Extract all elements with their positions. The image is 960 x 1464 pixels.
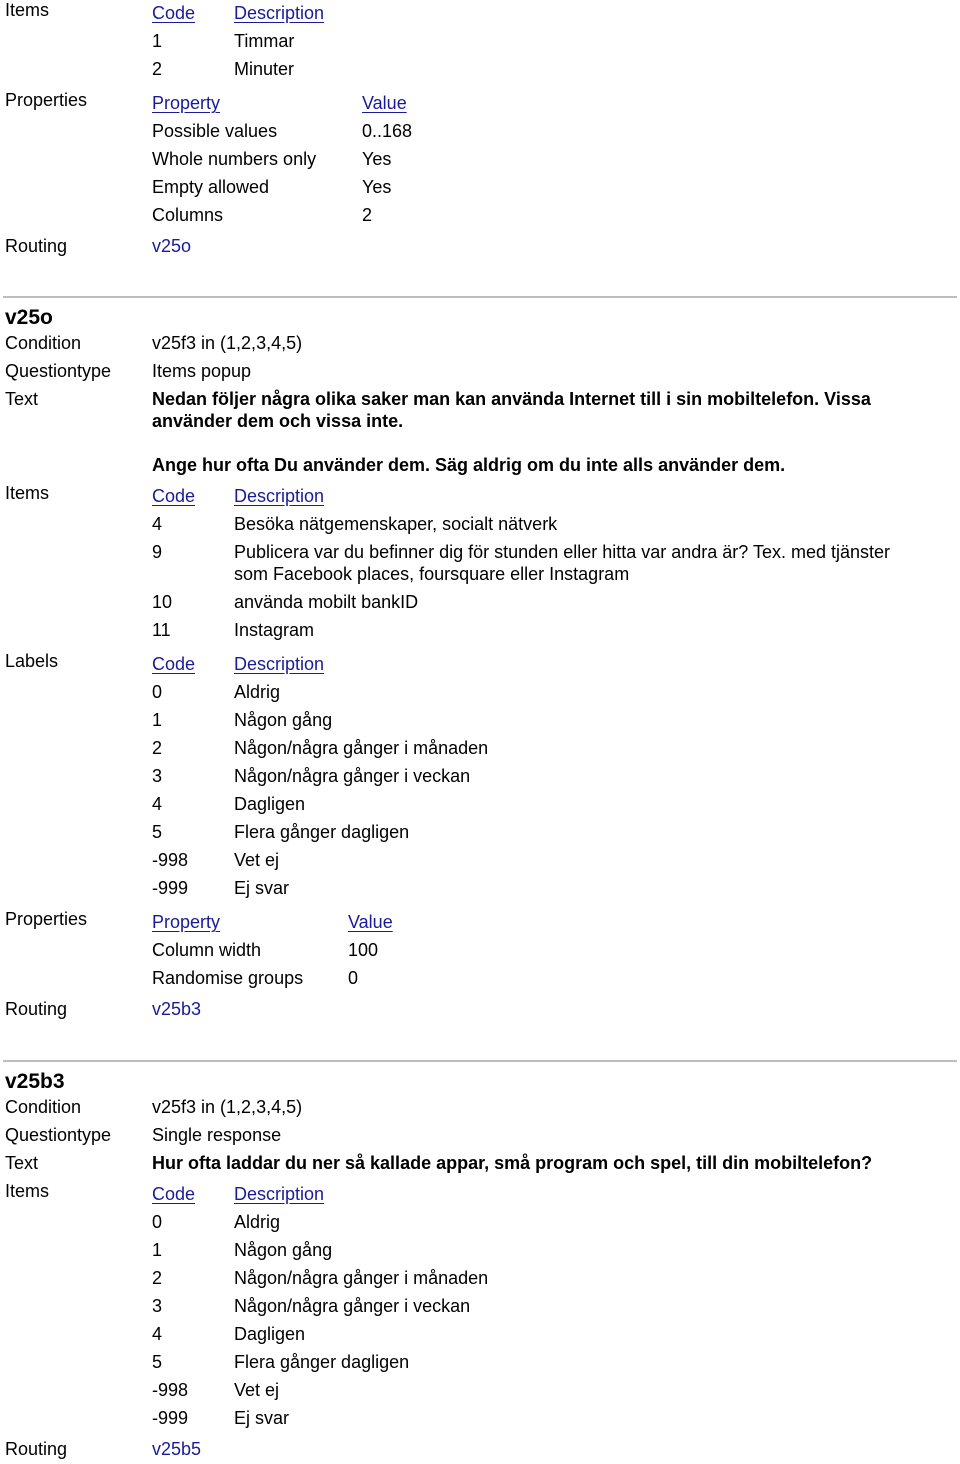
value-header: Value xyxy=(362,93,407,113)
property-header: Property xyxy=(152,93,221,113)
code-header: Code xyxy=(152,486,196,506)
code-header: Code xyxy=(152,654,196,674)
item-code: 1 xyxy=(152,31,163,51)
value-header: Value xyxy=(348,912,393,932)
question-title: v25b3 xyxy=(5,1070,65,1093)
description-header: Description xyxy=(234,654,325,674)
items-label: Items xyxy=(5,0,50,20)
section-divider xyxy=(3,1060,957,1062)
section-divider xyxy=(3,296,957,298)
item-code: 1 xyxy=(152,1240,163,1260)
items-label: Items xyxy=(5,483,50,503)
question-text: Hur ofta laddar du ner så kallade appar, små program och spel, till din mobiltelefon? xyxy=(152,1153,873,1173)
text-label: Text xyxy=(5,1153,39,1173)
label-code: -999 xyxy=(152,878,189,898)
description-header: Description xyxy=(234,1184,325,1204)
item-code: 5 xyxy=(152,1352,163,1372)
question-title: v25o xyxy=(5,306,53,329)
item-code: 0 xyxy=(152,1212,163,1232)
item-code: 4 xyxy=(152,1324,163,1344)
condition-value: v25f3 in (1,2,3,4,5) xyxy=(152,333,303,353)
questiontype-value: Single response xyxy=(152,1125,282,1145)
item-description: Besöka nätgemenskaper, socialt nätverk xyxy=(234,514,558,534)
label-description: Ej svar xyxy=(234,878,290,898)
item-code: 3 xyxy=(152,1296,163,1316)
label-code: 0 xyxy=(152,682,163,702)
label-description: Flera gånger dagligen xyxy=(234,822,410,842)
item-code: -999 xyxy=(152,1408,189,1428)
property-value: 2 xyxy=(362,205,373,225)
routing-label: Routing xyxy=(5,236,68,256)
label-description: Aldrig xyxy=(234,682,281,702)
item-code: 9 xyxy=(152,542,163,562)
label-description: Vet ej xyxy=(234,850,280,870)
label-code: 4 xyxy=(152,794,163,814)
item-description: Någon gång xyxy=(234,1240,333,1260)
routing-link[interactable]: v25b3 xyxy=(152,999,202,1019)
label-code: 2 xyxy=(152,738,163,758)
item-code: -998 xyxy=(152,1380,189,1400)
item-description: Minuter xyxy=(234,59,295,79)
item-description: Aldrig xyxy=(234,1212,281,1232)
property-value: 0..168 xyxy=(362,121,413,141)
properties-label: Properties xyxy=(5,909,88,929)
routing-link[interactable]: v25o xyxy=(152,236,192,256)
label-description: Dagligen xyxy=(234,794,306,814)
routing-link[interactable]: v25b5 xyxy=(152,1439,202,1459)
items-label: Items xyxy=(5,1181,50,1201)
item-code: 2 xyxy=(152,1268,163,1288)
code-header: Code xyxy=(152,1184,196,1204)
property-header: Property xyxy=(152,912,221,932)
text-label: Text xyxy=(5,389,39,409)
item-code: 11 xyxy=(152,620,171,640)
label-description: Någon/några gånger i månaden xyxy=(234,738,489,758)
description-header: Description xyxy=(234,3,325,23)
property-name: Possible values xyxy=(152,121,278,141)
item-description: Timmar xyxy=(234,31,295,51)
label-code: -998 xyxy=(152,850,189,870)
item-description: Någon/några gånger i veckan xyxy=(234,1296,471,1316)
questiontype-label: Questiontype xyxy=(5,1125,112,1145)
labels-label: Labels xyxy=(5,651,59,671)
item-description: Publicera var du befinner dig för stunden eller hitta var andra är? Tex. med tjänster som Facebook places, foursquare eller Instagram xyxy=(234,542,891,584)
label-code: 3 xyxy=(152,766,163,786)
property-name: Empty allowed xyxy=(152,177,270,197)
item-description: Vet ej xyxy=(234,1380,280,1400)
property-value: Yes xyxy=(362,149,392,169)
item-code: 10 xyxy=(152,592,173,612)
property-name: Columns xyxy=(152,205,224,225)
condition-label: Condition xyxy=(5,333,82,353)
condition-label: Condition xyxy=(5,1097,82,1117)
property-value: 0 xyxy=(348,968,359,988)
item-description: Någon/några gånger i månaden xyxy=(234,1268,489,1288)
property-name: Whole numbers only xyxy=(152,149,317,169)
property-name: Randomise groups xyxy=(152,968,304,988)
questiontype-label: Questiontype xyxy=(5,361,112,381)
question-text-instruction: Ange hur ofta Du använder dem. Säg aldrig om du inte alls använder dem. xyxy=(152,455,786,475)
label-description: Någon/några gånger i veckan xyxy=(234,766,471,786)
code-header: Code xyxy=(152,3,196,23)
routing-label: Routing xyxy=(5,999,68,1019)
item-code: 2 xyxy=(152,59,163,79)
item-description: använda mobilt bankID xyxy=(234,592,419,612)
question-text: Nedan följer några olika saker man kan använda Internet till i sin mobiltelefon. Vissa använder dem och vissa inte. xyxy=(152,389,871,431)
property-value: Yes xyxy=(362,177,392,197)
property-name: Column width xyxy=(152,940,262,960)
item-code: 4 xyxy=(152,514,163,534)
label-code: 1 xyxy=(152,710,163,730)
item-description: Flera gånger dagligen xyxy=(234,1352,410,1372)
questiontype-value: Items popup xyxy=(152,361,252,381)
condition-value: v25f3 in (1,2,3,4,5) xyxy=(152,1097,303,1117)
item-description: Ej svar xyxy=(234,1408,290,1428)
description-header: Description xyxy=(234,486,325,506)
routing-label: Routing xyxy=(5,1439,68,1459)
properties-label: Properties xyxy=(5,90,88,110)
item-description: Instagram xyxy=(234,620,315,640)
property-value: 100 xyxy=(348,940,379,960)
item-description: Dagligen xyxy=(234,1324,306,1344)
label-description: Någon gång xyxy=(234,710,333,730)
label-code: 5 xyxy=(152,822,163,842)
